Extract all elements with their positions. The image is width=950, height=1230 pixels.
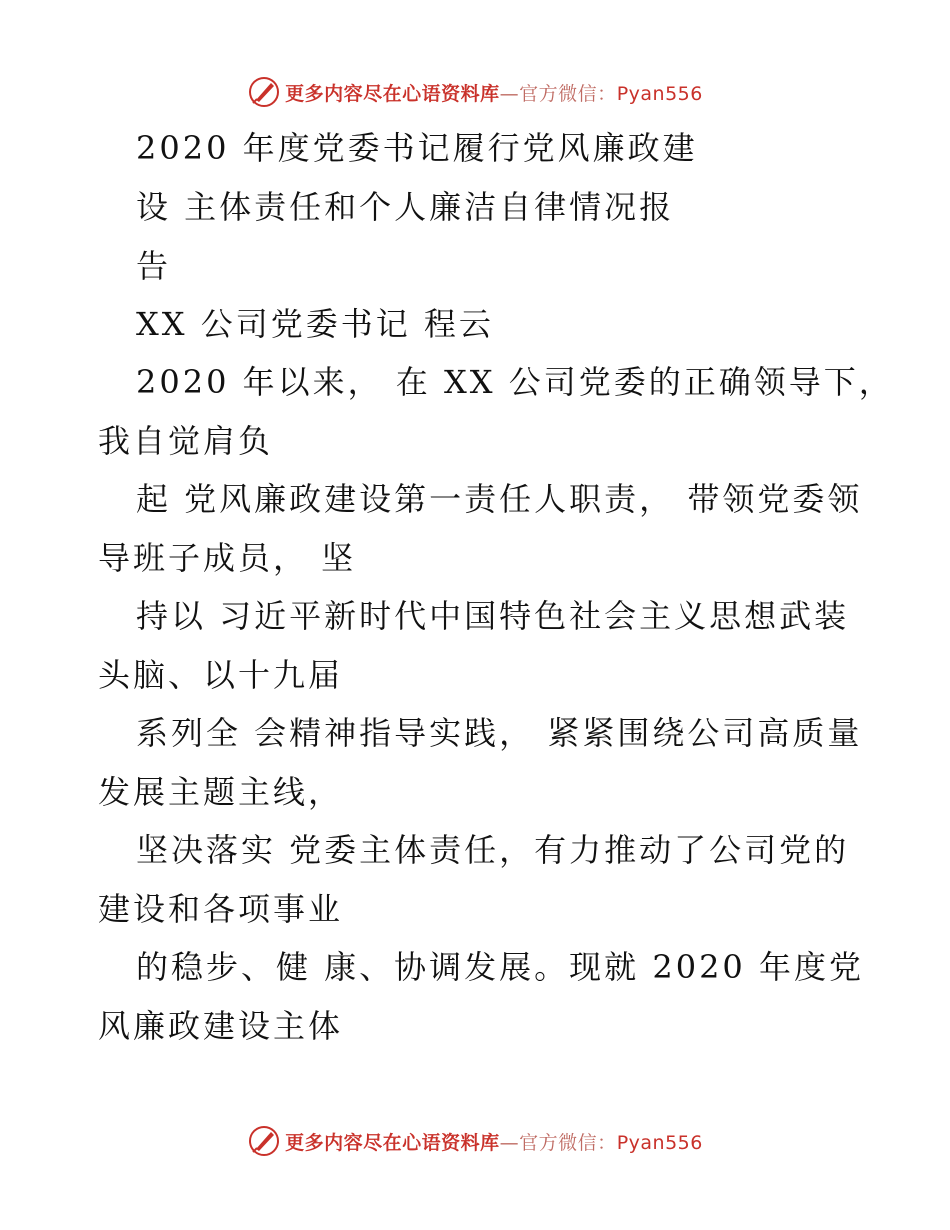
watermark-text	[285, 1128, 703, 1155]
doc-paragraph-line: 2020 年以来， 在 XX 公司党委的正确领导下，	[136, 363, 894, 401]
doc-paragraph-line: 头脑、以十九届	[98, 656, 344, 694]
doc-title-line-2: 设 主体责任和个人廉洁自律情况报	[136, 188, 675, 226]
doc-paragraph-line: 系列全 会精神指导实践， 紧紧围绕公司高质量	[136, 714, 863, 752]
watermark-wechat-id: Pyan556	[616, 82, 703, 105]
doc-paragraph-line: 的稳步、健 康、协调发展。现就 2020 年度党	[136, 948, 864, 986]
quill-logo-icon	[247, 75, 281, 109]
watermark-wechat-label: —官方微信：	[499, 1131, 617, 1154]
quill-logo-icon	[247, 1124, 281, 1158]
watermark-text	[285, 79, 703, 106]
doc-paragraph-line: 坚决落实 党委主体责任，有力推动了公司党的	[136, 831, 850, 869]
doc-paragraph-line: 起 党风廉政建设第一责任人职责， 带领党委领	[136, 480, 863, 518]
doc-paragraph-line: 我自觉肩负	[98, 422, 274, 460]
doc-author-line: XX 公司党委书记 程云	[136, 305, 494, 343]
watermark-site-name: 更多内容尽在心语资料库	[285, 82, 500, 105]
footer-watermark	[0, 1121, 950, 1161]
doc-title-line-3: 告	[136, 247, 172, 285]
doc-paragraph-line: 发展主题主线，	[98, 773, 344, 811]
doc-title-line-1: 2020 年度党委书记履行党风廉政建	[136, 129, 698, 167]
watermark-site-name: 更多内容尽在心语资料库	[285, 1131, 500, 1154]
doc-paragraph-line: 建设和各项事业	[98, 890, 344, 928]
watermark-wechat-id: Pyan556	[616, 1131, 703, 1154]
doc-paragraph-line: 持以 习近平新时代中国特色社会主义思想武装	[136, 597, 850, 635]
doc-paragraph-line: 导班子成员， 坚	[98, 539, 357, 577]
doc-paragraph-line: 风廉政建设主体	[98, 1007, 344, 1045]
watermark-wechat-label: —官方微信：	[499, 82, 617, 105]
header-watermark	[0, 72, 950, 112]
